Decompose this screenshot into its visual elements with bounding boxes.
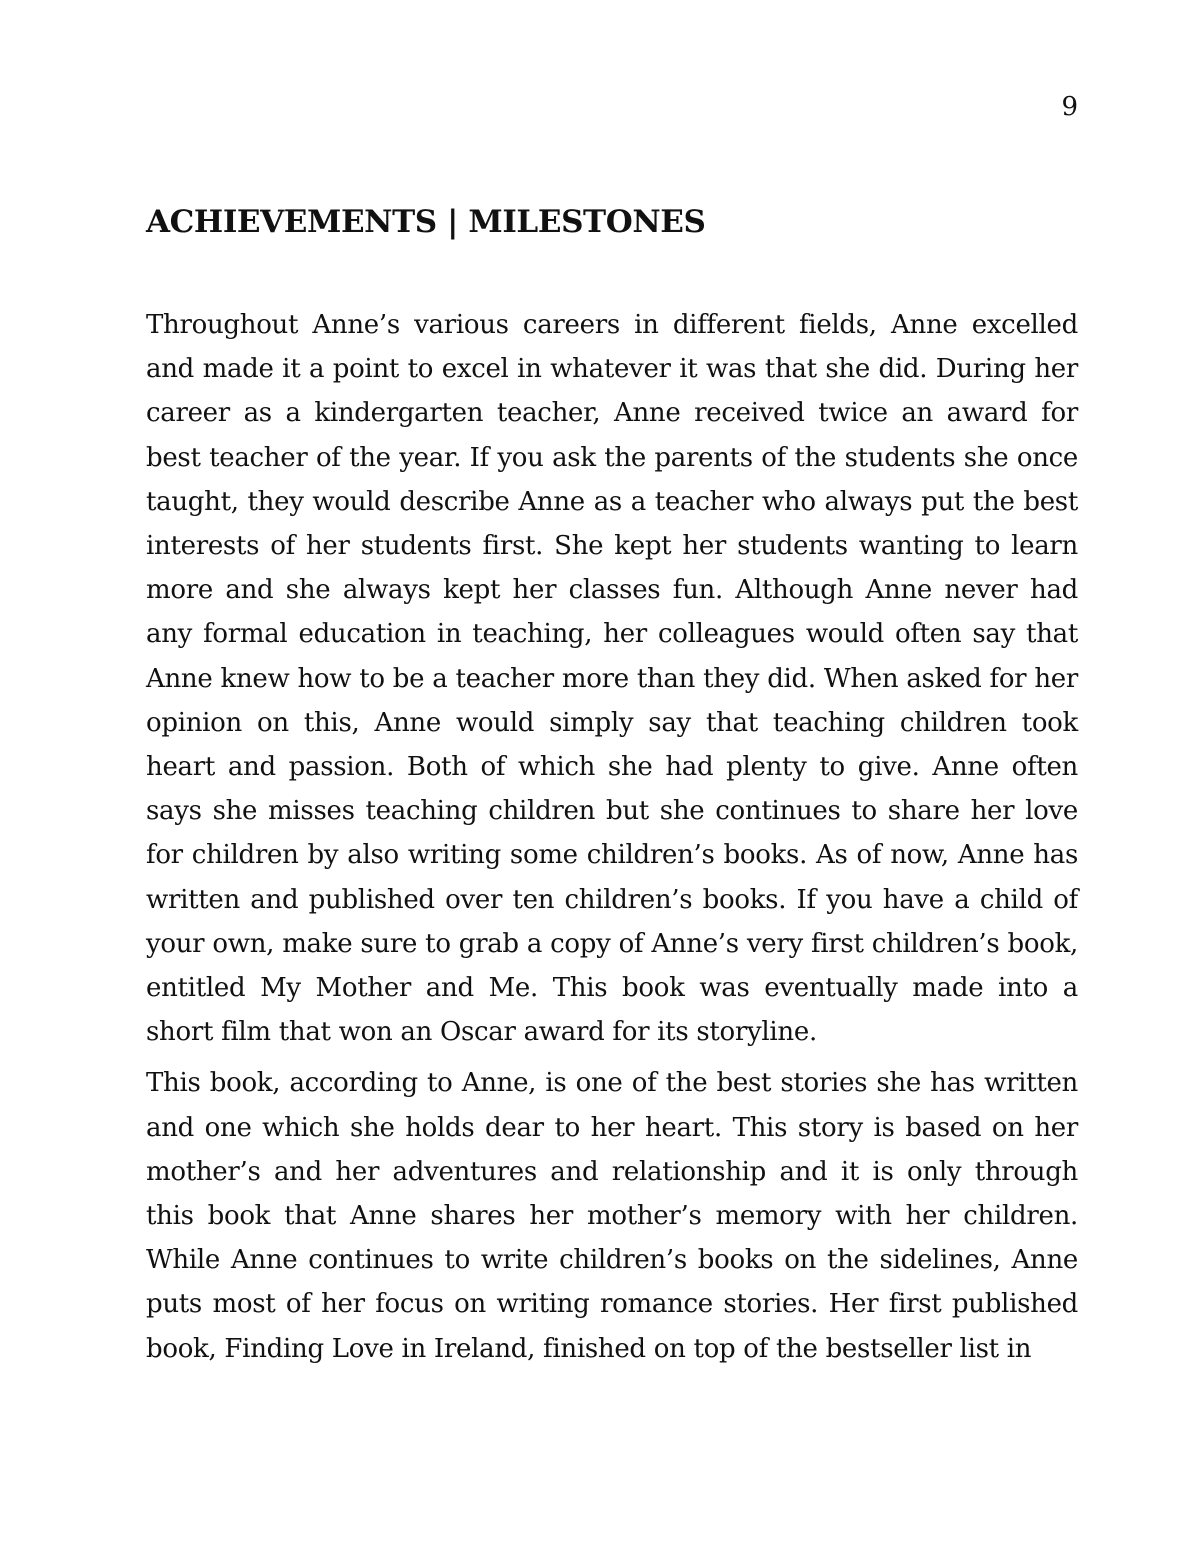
body-text: [146, 303, 1078, 1378]
paragraph-my-mother-and-me: This book, according to Anne, is one of the best stories she has written and one which she holds dear to her heart. This story is based on her mother’s and her adventures and relationship and it is only through this book that Anne shares her mother’s memory with her children. While Anne continues to write children’s books on the sidelines, Anne puts most of her focus on writing romance stories. Her first published book, Finding Love in Ireland, finished on top of the bestseller list in: [146, 1068, 1078, 1364]
page-number: 9: [1061, 92, 1078, 122]
section-heading: ACHIEVEMENTS | MILESTONES: [146, 204, 706, 240]
paragraph-achievements: Throughout Anne’s various careers in different fields, Anne excelled and made it a point to excel in whatever it was that she did. During her career as a kindergarten teacher, Anne received twice an award for best teacher of the year. If you ask the parents of the students she once taught, they would describe Anne as a teacher who always put the best interests of her students first. She kept her students wanting to learn more and she always kept her classes fun. Although Anne never had any formal education in teaching, her colleagues would often say that Anne knew how to be a teacher more than they did. When asked for her opinion on this, Anne would simply say that teaching children took heart and passion. Both of which she had plenty to give. Anne often says she misses teaching children but she continues to share her love for children by also writing some children’s books. As of now, Anne has written and published over ten children’s books. If you have a child of your own, make sure to grab a copy of Anne’s very first children’s book, entitled My Mother and Me. This book was eventually made into a short film that won an Oscar award for its storyline.: [146, 310, 1078, 1048]
